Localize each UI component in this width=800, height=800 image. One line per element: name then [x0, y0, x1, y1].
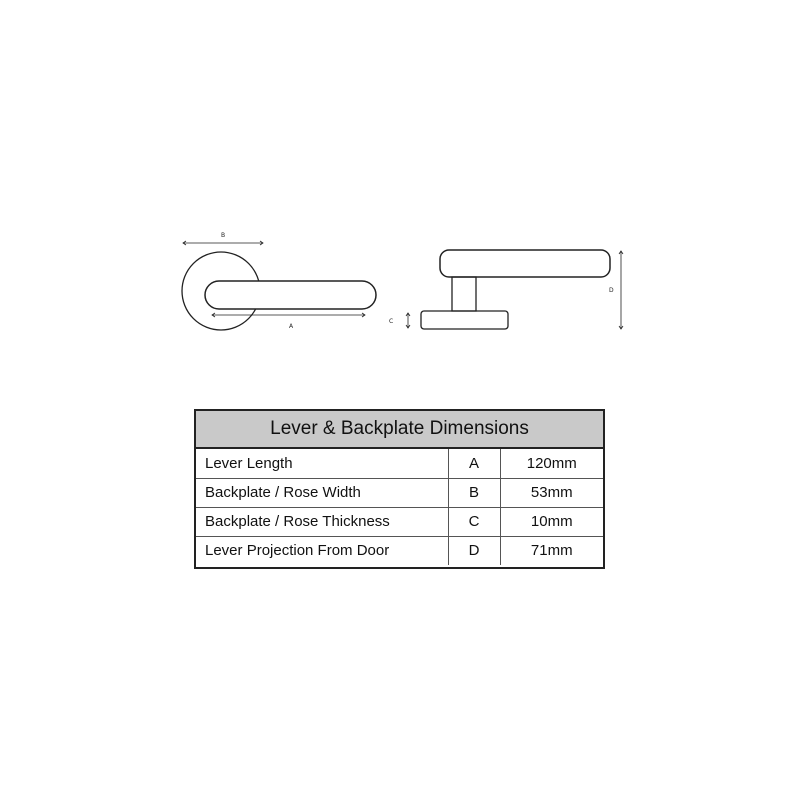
dimension-letter: B	[448, 478, 500, 507]
dimension-letter: A	[448, 449, 500, 478]
dimension-letter: D	[448, 536, 500, 565]
dimension-name: Lever Length	[196, 449, 448, 478]
dimension-name: Lever Projection From Door	[196, 536, 448, 565]
side-lever-outline	[440, 250, 610, 277]
side-rose-plate	[421, 311, 508, 329]
dimensions-table	[194, 409, 605, 569]
dimension-name: Backplate / Rose Width	[196, 478, 448, 507]
dimension-value: 71mm	[500, 536, 603, 565]
table-row	[196, 507, 603, 536]
dimension-name: Backplate / Rose Thickness	[196, 507, 448, 536]
table-row	[196, 449, 603, 478]
dimension-d-label: D	[609, 287, 614, 294]
side-spindle-neck	[452, 277, 476, 311]
lever-outline	[205, 281, 376, 309]
side-view	[406, 250, 623, 329]
dimension-b-label: B	[221, 232, 226, 239]
dimension-value: 10mm	[500, 507, 603, 536]
table-row	[196, 536, 603, 565]
dimension-value: 120mm	[500, 449, 603, 478]
table-title: Lever & Backplate Dimensions	[196, 411, 603, 449]
front-view	[182, 241, 376, 330]
dimension-c-label: C	[389, 318, 394, 325]
dimension-a-label: A	[289, 323, 294, 330]
dimensions-grid	[196, 449, 603, 565]
dimension-value: 53mm	[500, 478, 603, 507]
table-row	[196, 478, 603, 507]
dimension-letter: C	[448, 507, 500, 536]
